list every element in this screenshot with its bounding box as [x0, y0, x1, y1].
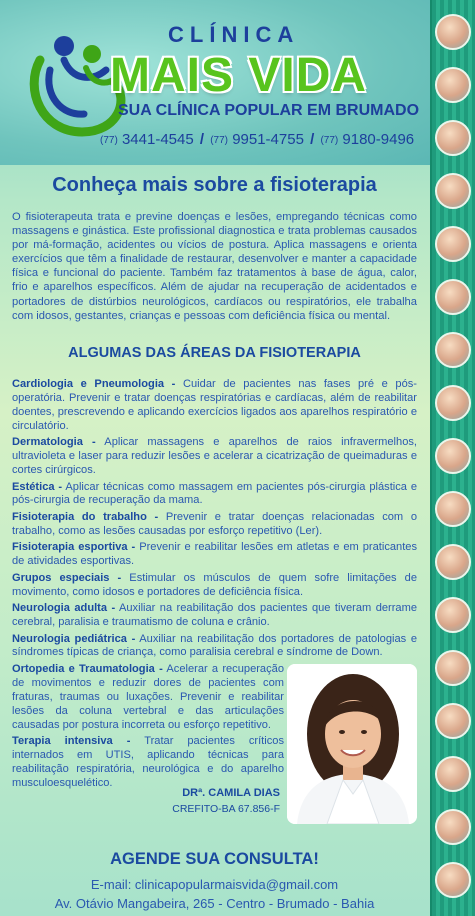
doctor-portrait-icon: [287, 664, 417, 824]
phone-number[interactable]: 9951-4755: [232, 131, 304, 148]
treatment-photo-icon: [435, 438, 471, 474]
list-item: [12, 378, 417, 434]
contact-email[interactable]: E-mail: clinicapopularmaisvida@gmail.com: [90, 877, 339, 892]
area-description: Aplicar massagens e aparelhos de raios infravermelhos, ultravioleta e laser para reduzir lesões e acelerar a cicatrização de queimaduras e cortes cirúrgicos.: [12, 436, 417, 477]
schedule-cta: AGENDE SUA CONSULTA!: [110, 850, 319, 868]
treatment-photo-icon: [435, 226, 471, 262]
area-description: Estimular os músculos de quem sofre limitações de movimento, como idosos e portadores de deficiência física.: [12, 571, 417, 598]
area-description: Cuidar de pacientes nas fases pré e pós-operatória. Prevenir e tratar doenças respiratórias e cardíacas, além de reabilitar doentes, prescrevendo e aplicando exercícios ligados aos aparelhos respiratório e circulatório.: [12, 378, 417, 432]
treatment-photo-icon: [435, 279, 471, 315]
area-name: Terapia intensiva -: [12, 735, 131, 748]
phone-number[interactable]: 3441-4545: [121, 131, 194, 148]
list-item: [12, 541, 417, 569]
area-description: Aplicar técnicas como massagem em pacientes pós-cirurgia plástica e pós-cirurgia de recuperação da mama.: [12, 480, 417, 507]
area-name: Neurologia pediátrica -: [12, 632, 136, 645]
list-item: [12, 735, 284, 791]
doctor-registration: CREFITO-BA 67.856-F: [172, 803, 280, 815]
treatment-photo-icon: [435, 385, 471, 421]
treatment-photo-icon: [435, 67, 471, 103]
list-item: [12, 572, 417, 600]
treatment-photo-icon: [435, 332, 471, 368]
treatment-photo-icon: [435, 597, 471, 633]
area-description: Prevenir e tratar doenças relacionadas com o trabalho, como as lesões causadas por esforço repetitivo (Ler).: [12, 510, 417, 537]
areas-heading: ALGUMAS DAS ÁREAS DA FISIOTERAPIA: [68, 345, 361, 361]
phone-numbers: [100, 131, 414, 148]
brand-top-text: CLÍNICA: [168, 22, 300, 47]
phone-separator: /: [310, 131, 315, 148]
phone-area-code: (77): [210, 135, 229, 146]
treatment-photo-icon: [435, 862, 471, 898]
list-item: [12, 663, 284, 733]
brand-name: MAIS VIDA: [110, 49, 368, 102]
clinic-address: Av. Otávio Mangabeira, 265 - Centro - Brumado - Bahia: [54, 896, 375, 911]
area-name: Ortopedia e Traumatologia -: [12, 662, 163, 675]
list-item: [12, 481, 417, 509]
doctor-photo: [287, 664, 417, 824]
area-description: Auxiliar na reabilitação dos pacientes que tiveram derrame cerebral, paralisia e traumatismo de coluna e crânio.: [12, 602, 418, 629]
treatment-photo-icon: [435, 14, 471, 50]
area-description: Acelerar a recuperação de movimentos e reduzir dores de pacientes com fraturas, traumas ou luxações. Prevenir e reabilitar lesões da coluna vertebral e das articulações causadas por postura incorreta ou esforço repetitivo.: [12, 662, 284, 731]
area-name: Fisioterapia esportiva -: [12, 541, 136, 554]
list-item: [12, 436, 417, 478]
page-title: Conheça mais sobre a fisioterapia: [52, 174, 377, 196]
phone-area-code: (77): [100, 135, 118, 146]
treatment-photo-icon: [435, 120, 471, 156]
doctor-name: DRª. CAMILA DIAS: [182, 787, 280, 799]
area-description: Prevenir e reabilitar lesões em atletas e em praticantes de atividades esportivas.: [12, 541, 417, 568]
area-name: Fisioterapia do trabalho -: [12, 510, 159, 523]
treatment-photo-icon: [435, 544, 471, 580]
area-name: Estética -: [12, 480, 63, 493]
treatment-photo-icon: [435, 809, 471, 845]
treatment-photo-icon: [435, 173, 471, 209]
treatment-photo-icon: [435, 491, 471, 527]
list-item: [12, 511, 417, 539]
area-name: Cardiologia e Pneumologia -: [12, 378, 176, 390]
phone-number[interactable]: 9180-9496: [342, 131, 415, 148]
area-description: Auxiliar na reabilitação dos portadores de patologias e síndromes típicas de criança, como paralisia cerebral e síndrome de Down.: [12, 632, 417, 659]
intro-paragraph: O fisioterapeuta trata e previne doenças e lesões, empregando técnicas como massagens e ginástica. Este profissional diagnostica e trata problemas causados por má-formação, acidentes ou vícios de postura. Aplica massagens e orienta exercícios que têm a finalidade de restaurar, desenvolver e manter a capacidade física e funcional do paciente. Também faz tratamentos à base de água, calor, frio e aparelhos específicos. Além de ajudar na recuperação de acidentados e portadores de distúrbios neurológicos, cardíacos ou respiratórios, ele trabalha com idosos, gestantes, crianças e pessoas com deficiência física ou mental.: [12, 211, 417, 322]
treatment-photo-icon: [435, 650, 471, 686]
treatment-photo-icon: [435, 703, 471, 739]
list-item: [12, 633, 417, 661]
area-name: Grupos especiais -: [12, 571, 122, 584]
area-name: Dermatologia -: [12, 436, 96, 449]
treatment-photo-icon: [435, 756, 471, 792]
brand-tagline: SUA CLÍNICA POPULAR EM BRUMADO: [118, 102, 420, 119]
area-name: Neurologia adulta -: [12, 602, 116, 615]
list-item: [12, 602, 417, 630]
area-description: Tratar pacientes críticos internados em UTIS, aplicando técnicas para reabilitação respiratória, neurológica e do aparelho musculoesquelético.: [12, 735, 284, 789]
phone-separator: /: [199, 131, 205, 148]
phone-area-code: (77): [320, 135, 339, 146]
side-photo-strip: [430, 0, 475, 916]
